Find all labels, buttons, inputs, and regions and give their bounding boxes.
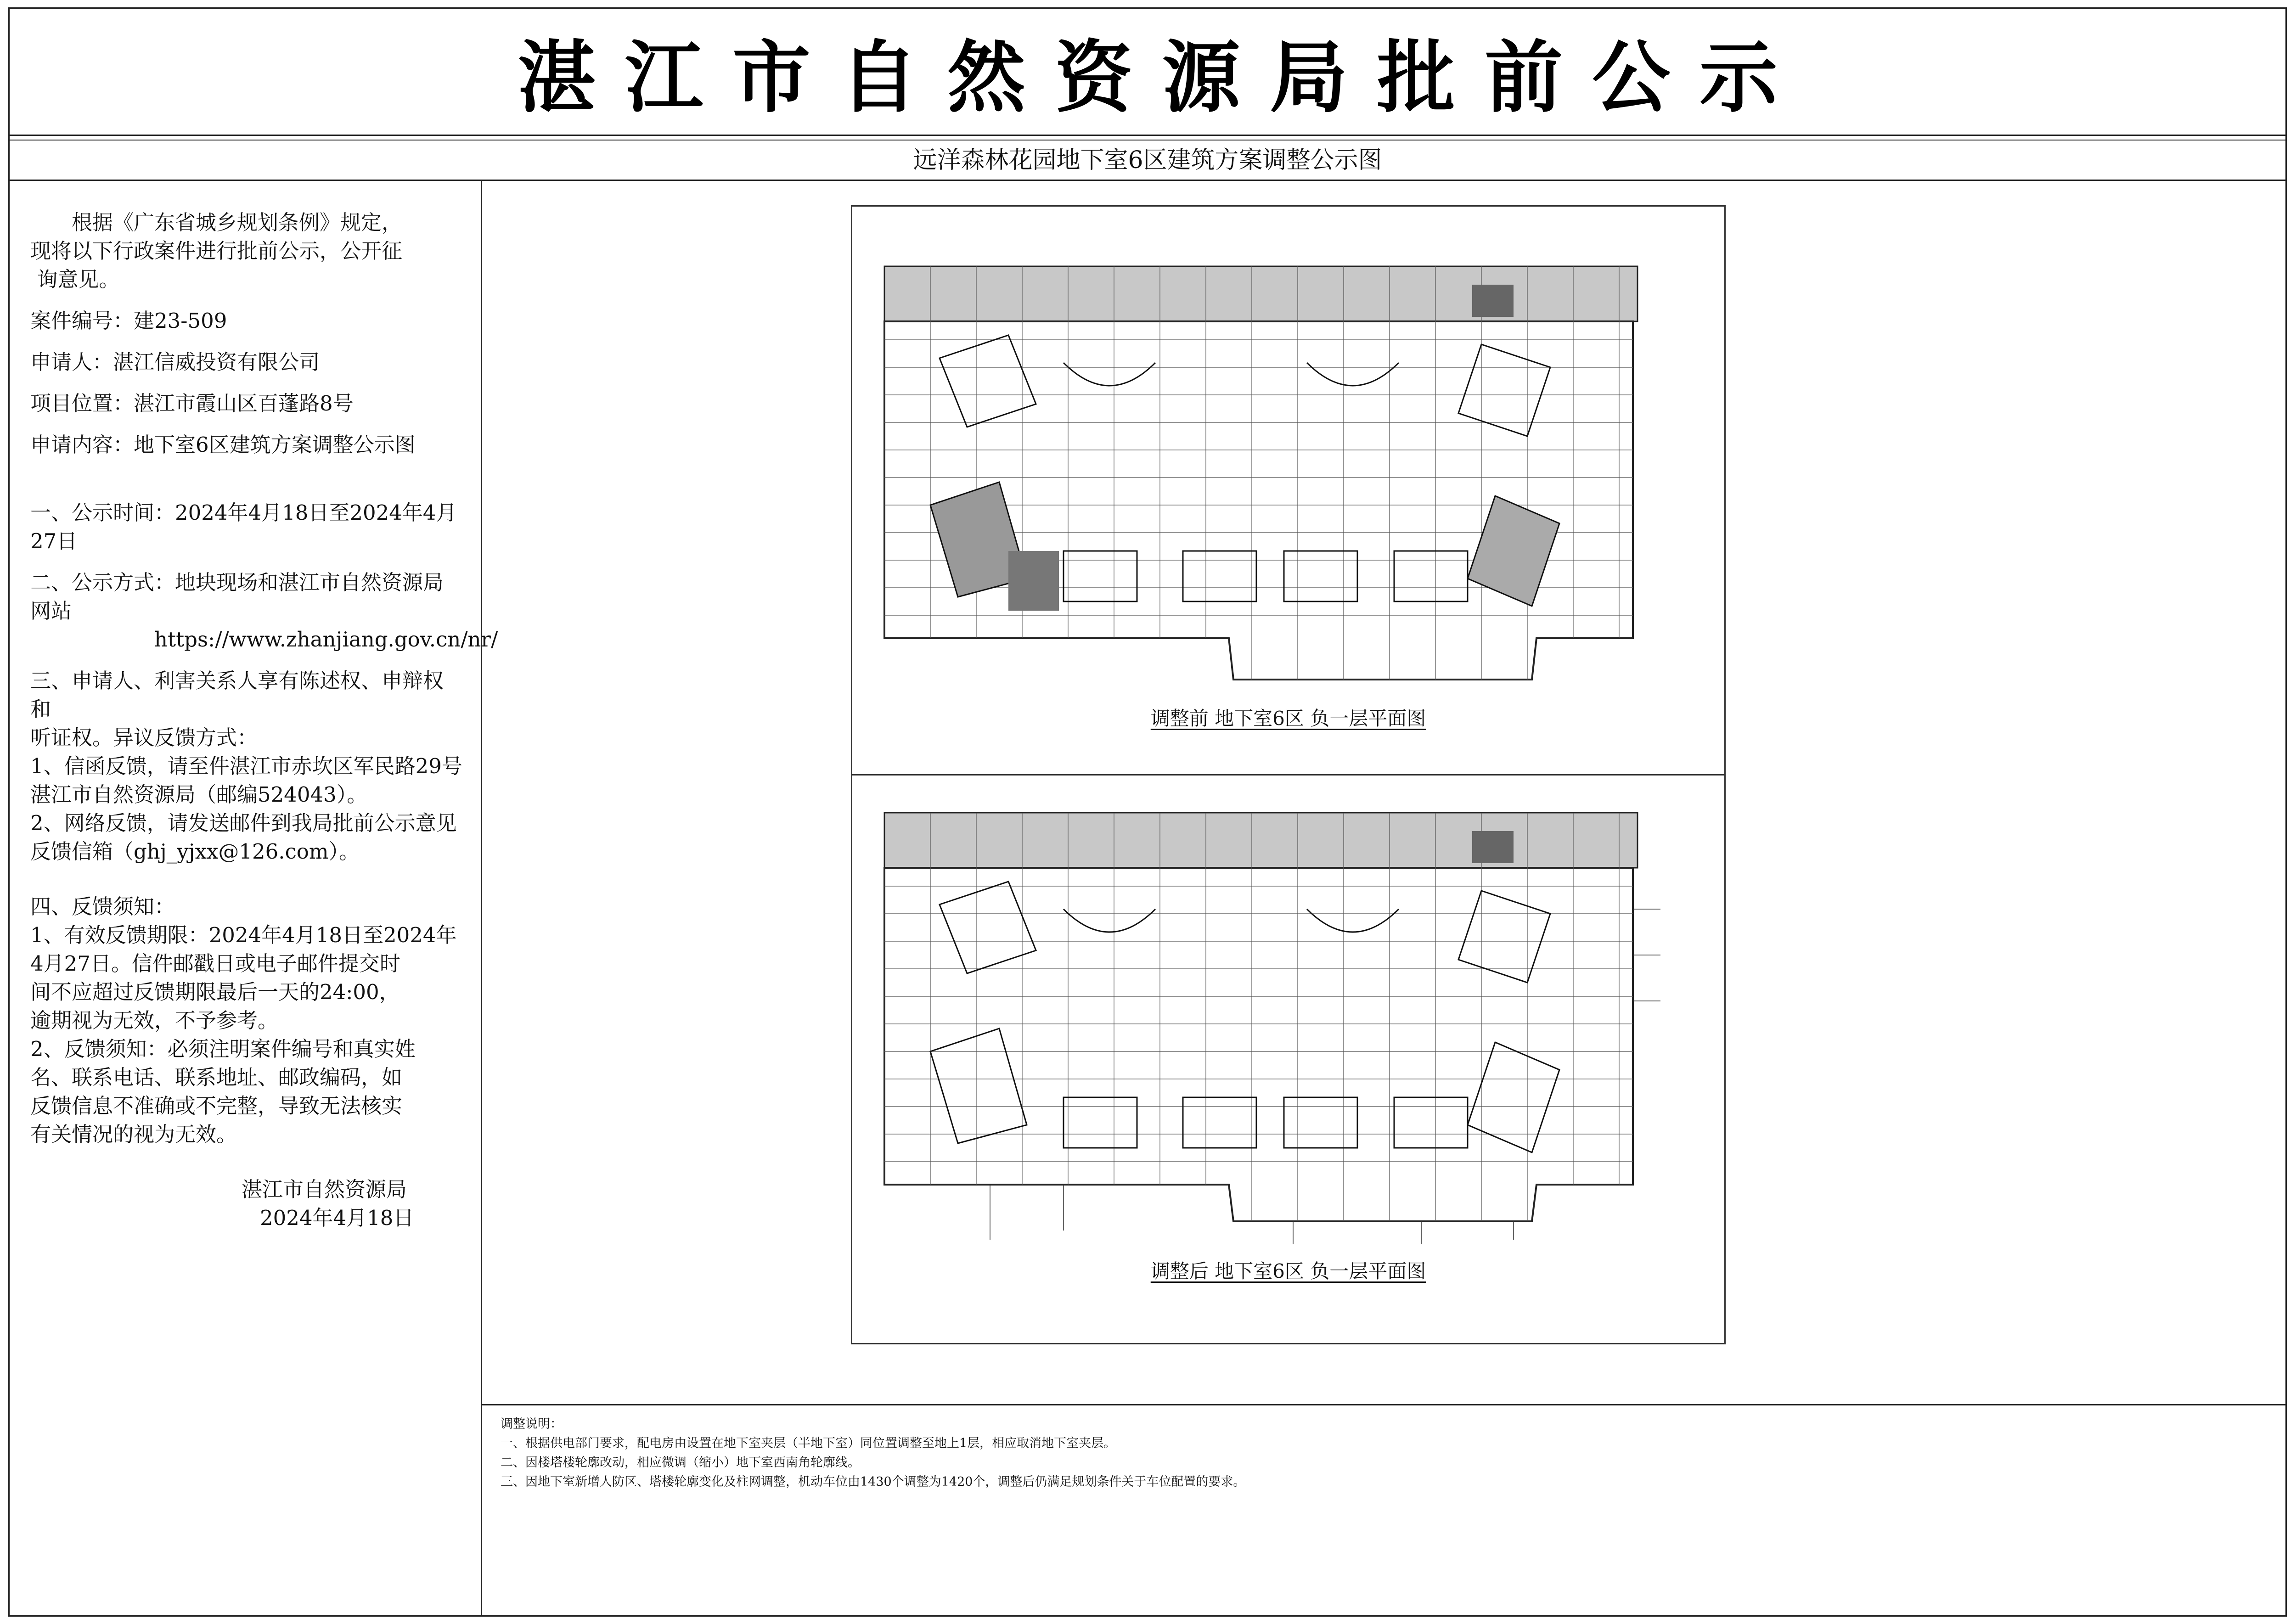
floor-plans-frame [851, 205, 1726, 1344]
adjustment-notes [482, 1404, 2287, 1617]
before-floor-plan [871, 257, 1706, 716]
website-link[interactable]: https://www.zhanjiang.gov.cn/nr/ [154, 627, 498, 652]
after-floor-plan [871, 804, 1706, 1276]
publicity-period: 一、公示时间：2024年4月18日至2024年4月27日 [30, 500, 457, 553]
page-title: 湛江市自然资源局批前公示 [517, 33, 1807, 124]
application-content: 申请内容：地下室6区建筑方案调整公示图 [30, 433, 416, 457]
letter-feedback: 1、信函反馈，请至件湛江市赤坎区军民路29号 [30, 754, 462, 778]
publicity-method: 二、公示方式：地块现场和湛江市自然资源局网站 [30, 570, 444, 623]
rights-text: 三、申请人、利害关系人享有陈述权、申辩权和 [30, 669, 444, 721]
notice-line: 4月27日。信件邮戳日或电子邮件提交时 [30, 951, 400, 976]
online-feedback: 反馈信箱（ghj_yjxx@126.com）。 [30, 839, 360, 864]
letter-feedback: 湛江市自然资源局（邮编524043）。 [30, 782, 368, 807]
intro-line: 询意见。 [30, 267, 120, 292]
notes-title: 调整说明： [501, 1417, 563, 1431]
intro-line: 现将以下行政案件进行批前公示，公开征 [30, 239, 403, 263]
applicant: 申请人：湛江信威投资有限公司 [30, 350, 320, 374]
notes-item: 二、因楼塔楼轮廓改动，相应微调（缩小）地下室西南角轮廓线。 [501, 1455, 860, 1470]
project-location: 项目位置：湛江市霞山区百蓬路8号 [30, 391, 354, 416]
case-number: 案件编号：建23-509 [30, 309, 227, 333]
online-feedback: 2、网络反馈，请发送邮件到我局批前公示意见 [30, 811, 457, 835]
after-plan-caption: 调整后 地下室6区 负一层平面图 [1150, 1260, 1426, 1282]
signature-date: 2024年4月18日 [260, 1206, 414, 1230]
notice-line: 逾期视为无效，不予参考。 [30, 1008, 279, 1033]
subtitle-bar [8, 136, 2287, 181]
notice-line: 1、有效反馈期限：2024年4月18日至2024年 [30, 923, 457, 947]
rights-text: 听证权。异议反馈方式： [30, 725, 258, 750]
title-bar [8, 7, 2287, 136]
notice-line: 间不应超过反馈期限最后一天的24:00， [30, 980, 400, 1004]
drawing-subtitle: 远洋森林花园地下室6区建筑方案调整公示图 [913, 146, 1382, 174]
plans-divider [852, 774, 1724, 775]
notice-line: 反馈信息不准确或不完整，导致无法核实 [30, 1094, 403, 1118]
notes-item: 三、因地下室新增人防区、塔楼轮廓变化及柱网调整，机动车位由1430个调整为1420个，调整后仍满足规划条件关于车位配置的要求。 [501, 1475, 1246, 1489]
notice-panel [8, 181, 498, 1617]
notice-line: 有关情况的视为无效。 [30, 1122, 237, 1146]
notice-line: 2、反馈须知：必须注明案件编号和真实姓 [30, 1037, 416, 1061]
before-plan-caption: 调整前 地下室6区 负一层平面图 [1150, 707, 1426, 730]
intro-line: 根据《广东省城乡规划条例》规定， [72, 210, 403, 235]
signature: 湛江市自然资源局 [242, 1177, 407, 1202]
notes-item: 一、根据供电部门要求，配电房由设置在地下室夹层（半地下室）同位置调整至地上1层，相应取消地下室夹层。 [501, 1436, 1116, 1450]
notice-line: 名、联系电话、联系地址、邮政编码，如 [30, 1065, 403, 1090]
notice-title: 四、反馈须知： [30, 894, 175, 919]
